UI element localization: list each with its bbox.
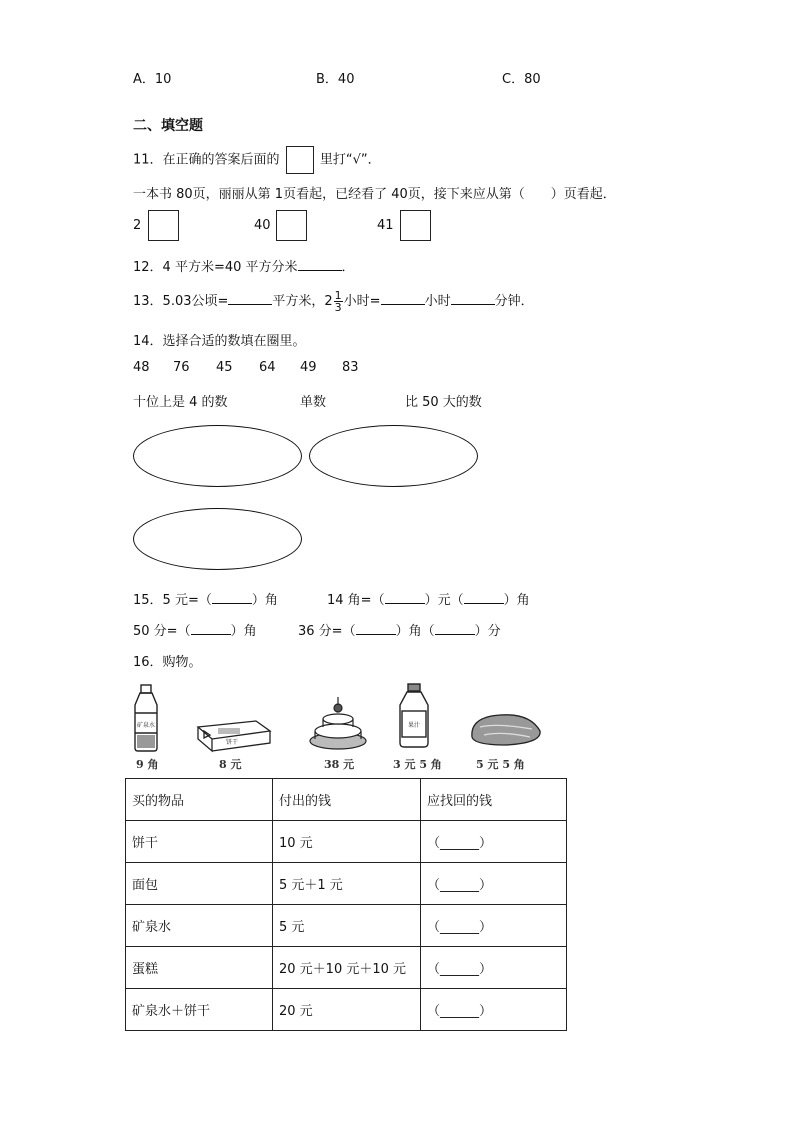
q12-blank[interactable] bbox=[298, 259, 342, 271]
q15-text-8: 36 分=（ bbox=[298, 624, 356, 639]
table-cell-item: 矿泉水＋饼干 bbox=[126, 989, 273, 1031]
table-cell-item: 面包 bbox=[126, 863, 273, 905]
table-cell-change[interactable]: （______） bbox=[421, 947, 567, 989]
q12-text: 12．4 平方米=40 平方分米 bbox=[133, 260, 298, 275]
section-title: 二、填空题 bbox=[133, 118, 203, 134]
q14-oval-odd[interactable] bbox=[309, 425, 478, 487]
price-cake: 38 元 bbox=[324, 758, 355, 771]
q13 bbox=[133, 290, 534, 313]
q15-text-7: ）角 bbox=[230, 624, 257, 639]
q11-choice-2-box[interactable] bbox=[276, 210, 307, 241]
q15-text-10: ）分 bbox=[474, 624, 501, 639]
table-cell-paid: 20 元 bbox=[273, 989, 421, 1031]
q15-row-2b bbox=[298, 620, 501, 639]
cake-icon bbox=[310, 697, 366, 749]
price-biscuit: 8 元 bbox=[219, 758, 242, 771]
table-cell-item: 矿泉水 bbox=[126, 905, 273, 947]
option-c: C．80 bbox=[502, 72, 541, 87]
price-juice: 3 元 5 角 bbox=[393, 758, 442, 771]
q15-text-6: 50 分=（ bbox=[133, 624, 191, 639]
bread-icon bbox=[472, 715, 540, 745]
q14-number-4: 64 bbox=[259, 360, 276, 375]
q15-blank-1[interactable] bbox=[212, 592, 252, 604]
q14-label-over-50: 比 50 大的数 bbox=[405, 395, 482, 410]
q14-oval-tens-4[interactable] bbox=[133, 425, 302, 487]
q15-blank-4[interactable] bbox=[191, 623, 231, 635]
q15-text-3: 14 角=（ bbox=[327, 593, 385, 608]
q14-label-odd: 单数 bbox=[300, 395, 327, 410]
price-bread: 5 元 5 角 bbox=[476, 758, 525, 771]
q15-text-5: ）角 bbox=[503, 593, 530, 608]
q13-blank-2[interactable] bbox=[381, 293, 425, 305]
q11-prefix: 11．在正确的答案后面的 bbox=[133, 152, 280, 168]
table-cell-change[interactable]: （______） bbox=[421, 863, 567, 905]
table-cell-item: 饼干 bbox=[126, 821, 273, 863]
q14-number-6: 83 bbox=[342, 360, 359, 375]
option-a: A．10 bbox=[133, 72, 172, 87]
table-cell-item: 蛋糕 bbox=[126, 947, 273, 989]
q13-part5: 分钟． bbox=[494, 294, 534, 309]
table-row bbox=[126, 905, 567, 947]
q14-oval-over-50[interactable] bbox=[133, 508, 302, 570]
q15-text-1: 15．5 元=（ bbox=[133, 593, 212, 608]
price-water-bottle: 9 角 bbox=[136, 758, 159, 771]
table-header-row bbox=[126, 779, 567, 821]
table-cell-change[interactable]: （______） bbox=[421, 905, 567, 947]
q16-text: 16．购物。 bbox=[133, 655, 202, 670]
table-cell-paid: 5 元＋1 元 bbox=[273, 863, 421, 905]
q13-part4: 小时 bbox=[424, 294, 451, 309]
q15-row-1b bbox=[327, 589, 530, 608]
q13-blank-3[interactable] bbox=[451, 293, 495, 305]
q13-blank-1[interactable] bbox=[228, 293, 272, 305]
q11-choice-1-box[interactable] bbox=[148, 210, 179, 241]
q11-instruction bbox=[133, 146, 381, 174]
q13-part3: 小时= bbox=[343, 294, 381, 309]
q11-choice-1-label: 2 bbox=[133, 218, 142, 233]
q15-blank-2[interactable] bbox=[385, 592, 425, 604]
q15-blank-6[interactable] bbox=[435, 623, 475, 635]
q13-fraction-numerator: 1 bbox=[334, 289, 342, 302]
q11-suffix: 里打“√”． bbox=[319, 152, 381, 168]
option-b: B．40 bbox=[316, 72, 355, 87]
juice-bottle-label: 果汁 bbox=[407, 722, 421, 729]
q13-part2: 平方米，2 bbox=[272, 294, 333, 309]
q14-text: 14．选择合适的数填在圈里。 bbox=[133, 334, 306, 349]
q11-choice-3-box[interactable] bbox=[400, 210, 431, 241]
q14-number-5: 49 bbox=[300, 360, 317, 375]
biscuit-box-label: 饼干 bbox=[225, 739, 239, 746]
q14-number-3: 45 bbox=[216, 360, 233, 375]
q15-row-2a bbox=[133, 620, 257, 639]
water-bottle-label: 矿泉水 bbox=[136, 722, 156, 729]
q11-checkbox[interactable] bbox=[286, 146, 314, 174]
q13-fraction-denominator: 3 bbox=[334, 301, 342, 314]
table-row bbox=[126, 863, 567, 905]
table-cell-change[interactable]: （______） bbox=[421, 989, 567, 1031]
table-cell-paid: 5 元 bbox=[273, 905, 421, 947]
table-header: 应找回的钱 bbox=[421, 779, 567, 821]
table-row bbox=[126, 821, 567, 863]
table-cell-change[interactable]: （______） bbox=[421, 821, 567, 863]
q14-number-2: 76 bbox=[173, 360, 190, 375]
water-bottle-icon bbox=[135, 685, 157, 751]
q13-fraction bbox=[334, 290, 343, 313]
q15-text-2: ）角 bbox=[251, 593, 278, 608]
q15-blank-5[interactable] bbox=[356, 623, 396, 635]
q11-choice-2-label: 40 bbox=[254, 218, 271, 233]
q14-label-tens-4: 十位上是 4 的数 bbox=[133, 395, 228, 410]
table-header: 付出的钱 bbox=[273, 779, 421, 821]
table-row bbox=[126, 947, 567, 989]
table-cell-paid: 10 元 bbox=[273, 821, 421, 863]
juice-bottle-icon bbox=[400, 684, 428, 747]
table-header: 买的物品 bbox=[126, 779, 273, 821]
q13-part1: 13．5.03公顷= bbox=[133, 294, 229, 309]
shopping-table bbox=[125, 778, 567, 1031]
q15-row-1a bbox=[133, 589, 278, 608]
q11-question: 一本书 80页，丽丽从第 1页看起，已经看了 40页，接下来应从第（ ）页看起． bbox=[133, 187, 616, 202]
q14-number-1: 48 bbox=[133, 360, 150, 375]
q15-text-9: ）角（ bbox=[395, 624, 435, 639]
q12-end: ． bbox=[341, 260, 355, 275]
q15-text-4: ）元（ bbox=[424, 593, 464, 608]
q11-choice-3-label: 41 bbox=[377, 218, 394, 233]
q15-blank-3[interactable] bbox=[464, 592, 504, 604]
table-row bbox=[126, 989, 567, 1031]
table-cell-paid: 20 元＋10 元＋10 元 bbox=[273, 947, 421, 989]
biscuit-box-icon bbox=[198, 721, 270, 751]
q12 bbox=[133, 256, 355, 275]
